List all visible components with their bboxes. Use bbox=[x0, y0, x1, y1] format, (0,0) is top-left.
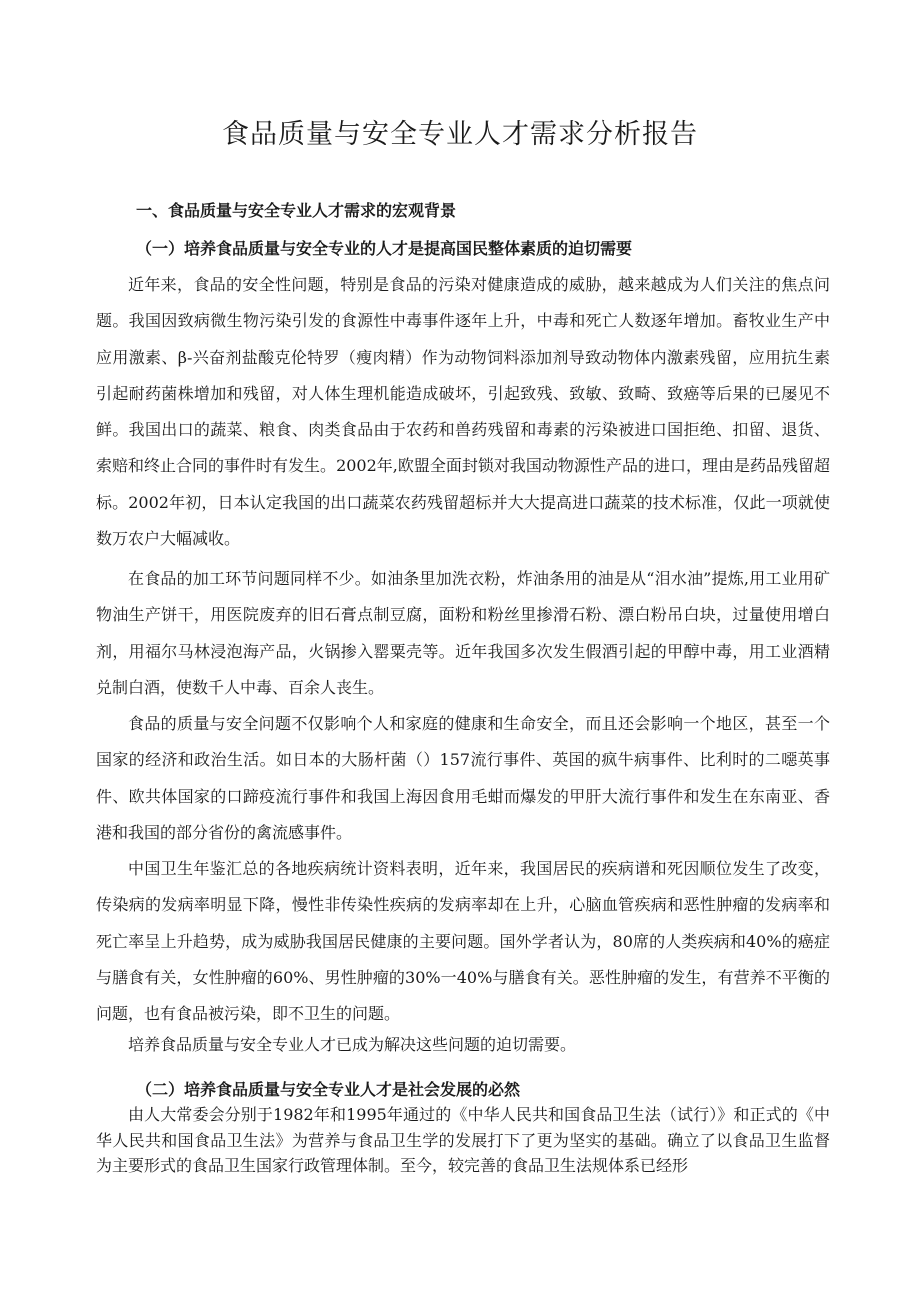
paragraph-4: 中国卫生年鉴汇总的各地疾病统计资料表明，近年来，我国居民的疾病谱和死因顺位发生了改变，传染病的发病率明显下降，慢性非传染性疾病的发病率却在上升，心脑血管疾病和恶性肿瘤的发病率和死亡率呈上升趋势，成为威胁我国居民健康的主要问题。国外学者认为，80席的人类疾病和40%的癌症与膳食有关，女性肿瘤的60%、男性肿瘤的30%一40%与膳食有关。恶性肿瘤的发生，有营养不平衡的问题，也有食品被污染，即不卫生的问题。 bbox=[96, 859, 830, 1024]
paragraph-2: 在食品的加工环节问题同样不少。如油条里加洗衣粉，炸油条用的油是从“泪水油”提炼,用工业用矿物油生产饼干，用医院废弃的旧石膏点制豆腐，面粉和粉丝里掺滑石粉、漂白粉吊白块，过量使用增白剂，用福尔马林浸泡海产品，火锅掺入罂粟壳等。近年我国多次发生假酒引起的甲醇中毒，用工业酒精兑制白酒，使数千人中毒、百余人丧生。 bbox=[96, 569, 830, 697]
subsection-heading-1: （一）培养食品质量与安全专业的人才是提高国民整体素质的迫切需要 bbox=[136, 239, 633, 258]
paragraph-1: 近年来，食品的安全性问题，特别是食品的污染对健康造成的威胁，越来越成为人们关注的焦点问题。我国因致病微生物污染引发的食源性中毒事件逐年上升，中毒和死亡人数逐年增加。畜牧业生产中应用激素、β-兴奋剂盐酸克伦特罗（瘦肉精）作为动物饲料添加剂导致动物体内激素残留，应用抗生素引起耐药菌株增加和残留，对人体生理机能造成破坏，引起致残、致敏、致畸、致癌等后果的已屡见不鲜。我国出口的蔬菜、粮食、肉类食品由于农药和兽药残留和毒素的污染被进口国拒绝、扣留、退货、索赔和终止合同的事件时有发生。2002年,欧盟全面封锁对我国动物源性产品的进口，理由是药品残留超标。2002年初，日本认定我国的出口蔬菜农药残留超标并大大提高进口蔬菜的技术标准，仅此一项就使数万农户大幅减收。 bbox=[96, 275, 830, 549]
section-heading-1: 一、食品质量与安全专业人才需求的宏观背景 bbox=[136, 201, 457, 220]
paragraph-6: 由人大常委会分别于1982年和1995年通过的《中华人民共和国食品卫生法（试行）》和正式的《中华人民共和国食品卫生法》为营养与食品卫生学的发展打下了更为坚实的基础。确立了以食品卫生监督为主要形式的食品卫生国家行政管理体制。至今，较完善的食品卫生法规体系已经形 bbox=[96, 1105, 830, 1175]
paragraph-3: 食品的质量与安全问题不仅影响个人和家庭的健康和生命安全，而且还会影响一个地区，甚至一个国家的经济和政治生活。如日本的大肠杆菌（）157流行事件、英国的疯牛病事件、比利时的二噁英事件、欧共体国家的口蹄疫流行事件和我国上海因食用毛蚶而爆发的甲肝大流行事件和发生在东南亚、香港和我国的部分省份的禽流感事件。 bbox=[96, 714, 830, 842]
document-title: 食品质量与安全专业人才需求分析报告 bbox=[222, 119, 698, 150]
subsection-heading-2: （二）培养食品质量与安全专业人才是社会发展的必然 bbox=[136, 1080, 521, 1099]
paragraph-5: 培养食品质量与安全专业人才已成为解决这些问题的迫切需要。 bbox=[128, 1035, 577, 1054]
